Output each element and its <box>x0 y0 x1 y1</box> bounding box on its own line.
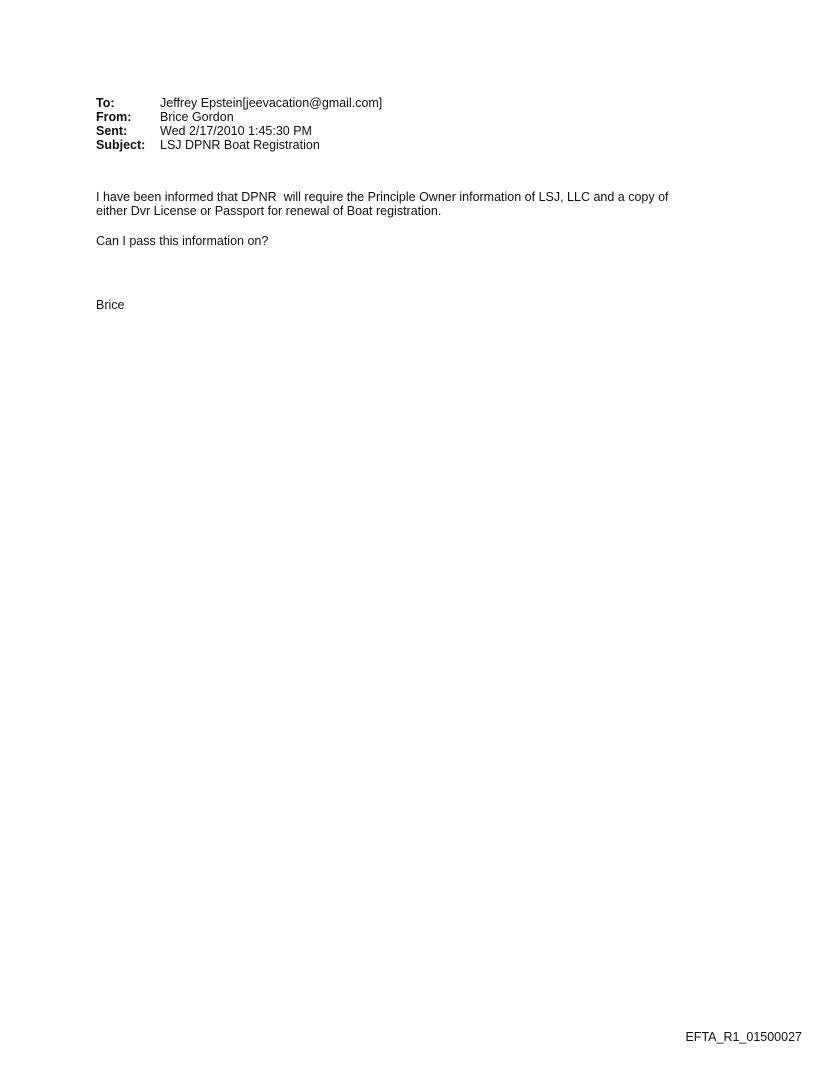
sent-value: Wed 2/17/2010 1:45:30 PM <box>160 124 312 138</box>
document-id: EFTA_R1_01500027 <box>685 1030 802 1044</box>
email-body <box>96 190 736 248</box>
email-header <box>96 96 382 152</box>
from-value: Brice Gordon <box>160 110 234 124</box>
sent-row <box>96 124 382 138</box>
to-row <box>96 96 382 110</box>
body-paragraph-2: Can I pass this information on? <box>96 234 269 248</box>
subject-label: Subject: <box>96 138 146 152</box>
to-label: To: <box>96 96 115 110</box>
sent-label: Sent: <box>96 124 128 138</box>
from-row <box>96 110 382 124</box>
from-label: From: <box>96 110 132 124</box>
subject-value: LSJ DPNR Boat Registration <box>160 138 320 152</box>
body-paragraph-1: I have been informed that DPNR will require the Principle Owner information of LSJ, LLC and a copy of either Dvr License or Passport for renewal of Boat registration. <box>96 190 669 218</box>
subject-row <box>96 138 382 152</box>
email-signature: Brice <box>96 298 125 312</box>
to-value: Jeffrey Epstein[jeevacation@gmail.com] <box>160 96 383 110</box>
